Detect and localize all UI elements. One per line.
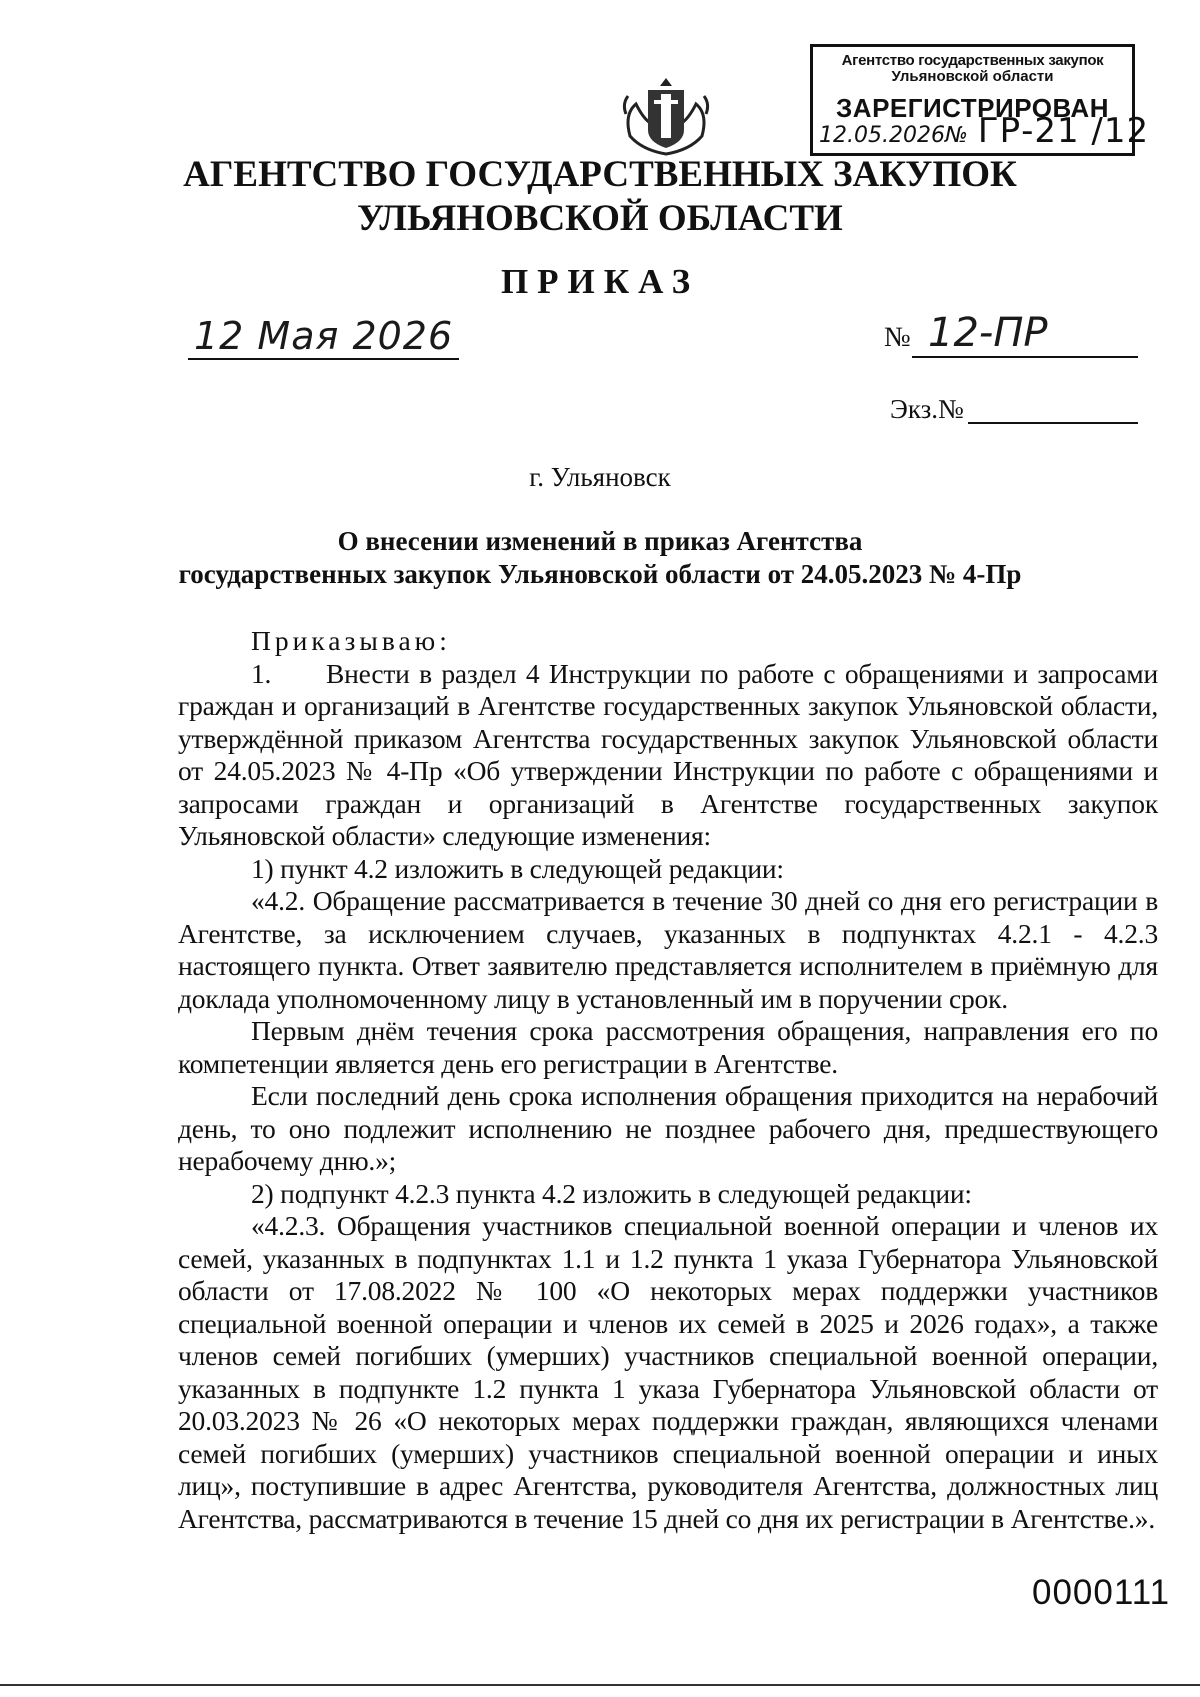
paragraph-4-2-3: «4.2.3. Обращения участников специальной военной операции и членов их семей, указанных в подпунктах 1.1 и 1.2 пункта 1 указа Губернатора Ульяновской области от 17.08.2022 № 100 «О некоторых мерах поддержки участников специальной военной операции и членов их семей в 2025 и 2026 годах», а также членов семей погибших (умерших) участников специальной военной операции, указанных в подпункте 1.2 пункта 1 указа Губернатора Ульяновской области от 20.03.2023 № 26 «О некоторых мерах поддержки граждан, являющихся членами семей погибших (умерших) участников специальной военной операции и иных лиц», поступившие в адрес Агентства, руководителя Агентства, должностных лиц Агентства, рассматриваются в течение 15 дней со дня их регистрации в Агентстве.». [178, 1210, 1158, 1534]
document-type-title: ПРИКАЗ [500, 262, 700, 301]
item-1-number: 1. [251, 657, 272, 689]
form-serial-number: 0000111 [1032, 1573, 1171, 1612]
order-subject [0, 525, 1200, 591]
subject-line-1: О внесении изменений в приказ Агентства [337, 526, 863, 556]
coat-of-arms-emblem [618, 74, 714, 156]
subject-line-2: государственных закупок Ульяновской области от 24.05.2023 № 4-Пр [178, 559, 1022, 589]
item-1 [178, 658, 1158, 853]
item-1-text: Внести в раздел 4 Инструкции по работе с обращениями и запросами граждан и организаций в Агентстве государственных закупок Ульяновской области, утверждённой приказом Агентства государственных закупок Ульяновской области от 24.05.2023 № 4-Пр «Об утверждении Инструкции по работе с обращениями и запросами граждан и организаций в Агентстве государственных закупок Ульяновской области» следующие изменения: [178, 657, 1158, 851]
city-line: г. Ульяновск [529, 462, 671, 492]
copy-number-underline [968, 422, 1138, 424]
organization-name-line-2: УЛЬЯНОВСКОЙ ОБЛАСТИ [357, 198, 843, 239]
paragraph-first-day: Первым днём течения срока рассмотрения обращения, направления его по компетенции является день его регистрации в Агентстве. [178, 1015, 1158, 1079]
order-date-handwritten: 12 Мая 2026 [188, 314, 459, 360]
stamp-reg-number: ГР-21 /12 [977, 111, 1150, 151]
sub-item-1: 1) пункт 4.2 изложить в следующей редакции: [251, 852, 784, 884]
paragraph-last-day: Если последний день срока исполнения обращения приходится на нерабочий день, то оно подлежит исполнению не позднее рабочего дня, предшествующего нерабочему дню.»; [178, 1080, 1158, 1176]
copy-number-label: Экз.№ [890, 394, 964, 424]
order-body [178, 625, 1158, 1535]
order-number-underline [912, 356, 1138, 358]
order-number-prefix: № [884, 322, 911, 353]
order-number-handwritten: 12-ПР [928, 310, 1048, 356]
organization-name-line-1: АГЕНТСТВО ГОСУДАРСТВЕННЫХ ЗАКУПОК [183, 154, 1017, 195]
registration-stamp [810, 44, 1150, 156]
stamp-registration [819, 111, 1149, 151]
sub-item-2: 2) подпункт 4.2.3 пункта 4.2 изложить в следующей редакции: [251, 1177, 972, 1209]
stamp-agency-line: Агентство государственных закупок [841, 52, 1104, 69]
bottom-scan-edge [0, 1684, 1200, 1686]
order-word: Приказываю: [251, 625, 451, 656]
paragraph-4-2: «4.2. Обращение рассматривается в течение 30 дней со дня его регистрации в Агентстве, за исключением случаев, указанных в подпунктах 4.2.1 - 4.2.3 настоящего пункта. Ответ заявителю представляется исполнителем в приёмную для доклада уполномоченному лицу в установленный им в поручении срок. [178, 885, 1158, 1014]
stamp-status: ЗАРЕГИСТРИРОВАН [836, 93, 1109, 123]
stamp-region-line: Ульяновской области [891, 68, 1054, 85]
stamp-reg-date: 12.05.2026№ [819, 123, 968, 148]
